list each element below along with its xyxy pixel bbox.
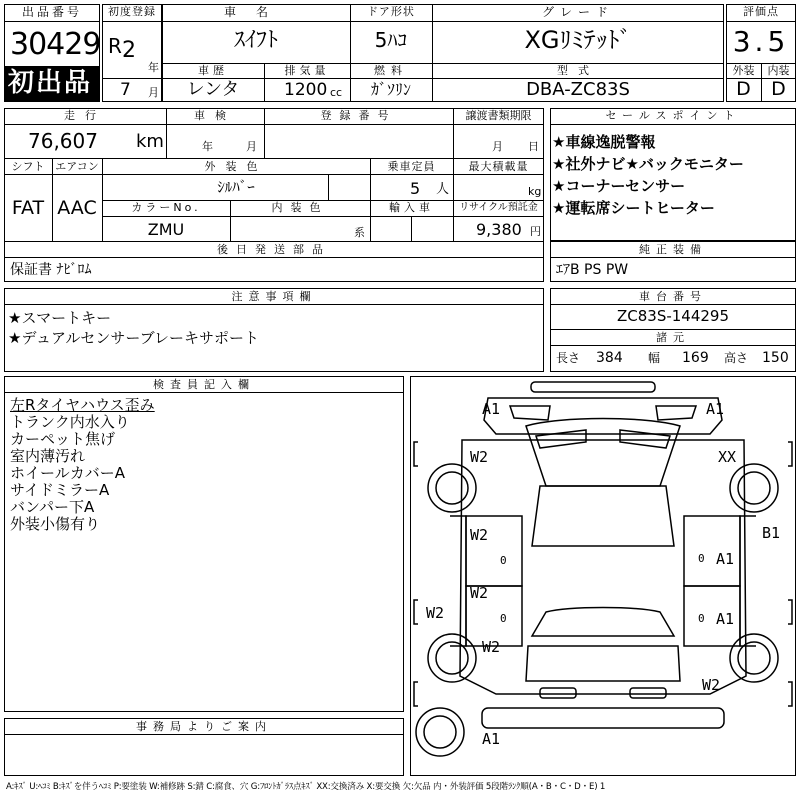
capacity-unit: 人 (436, 182, 450, 197)
color-label: 外装色 (204, 160, 268, 173)
fuel-label: 燃料 (374, 64, 408, 77)
notes-label: 注意事項欄 (231, 290, 317, 303)
inspector-label: 検査員記入欄 (153, 378, 255, 391)
load-label: 最大積載量 (468, 160, 529, 173)
history-label: 車歴 (198, 64, 228, 77)
notes-list (8, 308, 259, 348)
color-no: ZMU (147, 220, 185, 239)
height: 150 (762, 350, 789, 366)
inspector-item: カーペット焦げ (10, 430, 116, 448)
mark-left-front-door: W2 (470, 526, 489, 544)
interior-grade: D (771, 78, 786, 100)
interior-color-unit: 系 (354, 226, 365, 239)
car-diagram (410, 376, 796, 776)
chassis-label: 車台番号 (639, 290, 707, 303)
history: レンタ (186, 79, 240, 100)
inspection-month-unit: 月 (246, 140, 257, 153)
displacement-label: 排気量 (284, 64, 330, 77)
transfer-day-unit: 日 (528, 140, 539, 153)
fuel: ｶﾞｿﾘﾝ (370, 80, 411, 99)
mark-left-rear-door-zero: 0 (500, 612, 507, 625)
mark-right-rear-door-zero: 0 (698, 612, 705, 625)
grade: XGﾘﾐﾃｯﾄﾞ (524, 26, 632, 54)
import-label: 輸入車 (389, 201, 434, 214)
recycle-label: リサイクル預託金 (459, 202, 538, 213)
later-parts-label: 後日発送部品 (217, 243, 331, 256)
first-listing-text: 初出品 (8, 68, 93, 98)
month-unit: 月 (148, 86, 159, 99)
mark-left-rocker: W2 (426, 604, 445, 622)
mark-front-right: A1 (706, 400, 725, 418)
mark-right-rear-fender: W2 (702, 676, 721, 694)
office-label: 事務局よりご案内 (136, 720, 272, 733)
inspector-item: 外装小傷有り (10, 515, 101, 533)
car-name: ｽｲﾌﾄ (233, 28, 278, 53)
note-item: ★スマートキー (8, 309, 112, 327)
aircon: AAC (57, 197, 97, 219)
height-label: 高さ (724, 351, 749, 365)
era: R (108, 34, 122, 58)
lot-no-label: 出品番号 (21, 5, 82, 19)
dims-label: 諸元 (656, 331, 690, 344)
year-unit: 年 (148, 61, 159, 74)
lot-no: 30429 (10, 27, 101, 62)
color: ｼﾙﾊﾞｰ (217, 178, 255, 196)
interior-color-label: 内装色 (271, 201, 329, 214)
mark-front-left: A1 (482, 400, 501, 418)
mileage: 76,607 (28, 129, 98, 153)
sales-point-item: ★コーナーセンサー (552, 177, 686, 195)
chassis-number: ZC83S-144295 (616, 307, 730, 325)
plate-label: 登録番号 (320, 109, 397, 122)
interior-label: 内装 (767, 64, 790, 77)
equipment-label: 純正装備 (639, 243, 707, 256)
recycle: 9,380 (476, 220, 522, 239)
shift-label: シフト (11, 160, 45, 173)
sales-point-label: セールスポイント (605, 109, 741, 122)
mark-right-rear-door: A1 (716, 610, 735, 628)
load-unit: kg (528, 185, 542, 198)
door-label: ドア形状 (367, 5, 415, 18)
car-name-label: 車名 (223, 5, 288, 19)
displacement-unit: cc (330, 86, 343, 99)
inspector-item: 室内薄汚れ (10, 447, 86, 465)
first-reg-label: 初度登録 (108, 5, 156, 18)
reg-year: 2 (122, 38, 136, 63)
mark-left-rear-door: W2 (470, 584, 489, 602)
mileage-unit: km (136, 131, 164, 152)
exterior-grade: D (736, 78, 751, 100)
transfer-label: 譲渡書類期限 (465, 109, 532, 122)
shift: FAT (11, 197, 45, 219)
exterior-label: 外装 (732, 64, 755, 77)
mark-right-front-fender: XX (718, 448, 737, 466)
mark-left-rear-fender: W2 (482, 638, 501, 656)
recycle-unit: 円 (530, 225, 541, 238)
model-code: DBA-ZC83S (526, 79, 630, 100)
inspector-item: サイドミラーA (10, 481, 110, 499)
capacity: 5 (410, 179, 421, 198)
color-no-label: カラーNo. (131, 201, 201, 214)
equipment: ｴｱB PS PW (556, 262, 629, 278)
inspection-year-unit: 年 (202, 140, 213, 153)
inspector-item: トランク内水入り (10, 413, 130, 431)
inspector-item: 左Rタイヤハウス歪み (10, 396, 155, 414)
inspector-list (10, 397, 155, 533)
grade-label: グレード (541, 5, 614, 19)
mileage-label: 走行 (64, 109, 106, 122)
legend: A:ｷｽﾞ U:ﾍｺﾐ B:ｷｽﾞを伴うﾍｺﾐ P:要塗装 W:補修跡 S:錆 C:腐食、穴 G:ﾌﾛﾝﾄｶﾞﾗｽ点ｷｽﾞ XX:交換済み X:要交換 欠:欠品 内・外装評価 5段階ﾗﾝｸ順(A・B・C・D・E) 1 (6, 782, 606, 792)
inspector-item: バンパー下A (10, 498, 95, 516)
sales-point-item: ★運転席シートヒーター (552, 199, 715, 217)
aircon-label: エアコン (55, 160, 99, 173)
mark-right-front-door-zero: 0 (698, 552, 705, 565)
length: 384 (596, 350, 623, 366)
score-label: 評価点 (743, 5, 779, 18)
mark-left-front-door-zero: 0 (500, 554, 507, 567)
note-item: ★デュアルセンサーブレーキサポート (8, 329, 260, 347)
length-label: 長さ (556, 351, 581, 365)
door-type: 5ﾊｺ (374, 28, 408, 52)
later-parts: 保証書 ﾅﾋﾞﾛﾑ (10, 262, 92, 278)
sales-point-item: ★車線逸脱警報 (552, 133, 656, 151)
width: 169 (682, 350, 709, 366)
transfer-month-unit: 月 (492, 140, 503, 153)
score: 3.5 (732, 25, 790, 58)
width-label: 幅 (648, 351, 661, 365)
mark-right-mirror: B1 (762, 524, 781, 542)
mark-left-front-fender: W2 (470, 448, 489, 466)
mark-right-front-door: A1 (716, 550, 735, 568)
inspection-label: 車検 (194, 109, 236, 122)
reg-month: 7 (120, 80, 131, 100)
sales-point-item: ★社外ナビ★バックモニター (552, 155, 744, 173)
displacement: 1200 (284, 80, 328, 100)
model-code-label: 型式 (557, 64, 599, 77)
mark-rear: A1 (482, 730, 501, 748)
inspector-item: ホイールカバーA (10, 464, 125, 482)
capacity-label: 乗車定員 (387, 160, 436, 173)
sales-point-list (552, 131, 744, 219)
